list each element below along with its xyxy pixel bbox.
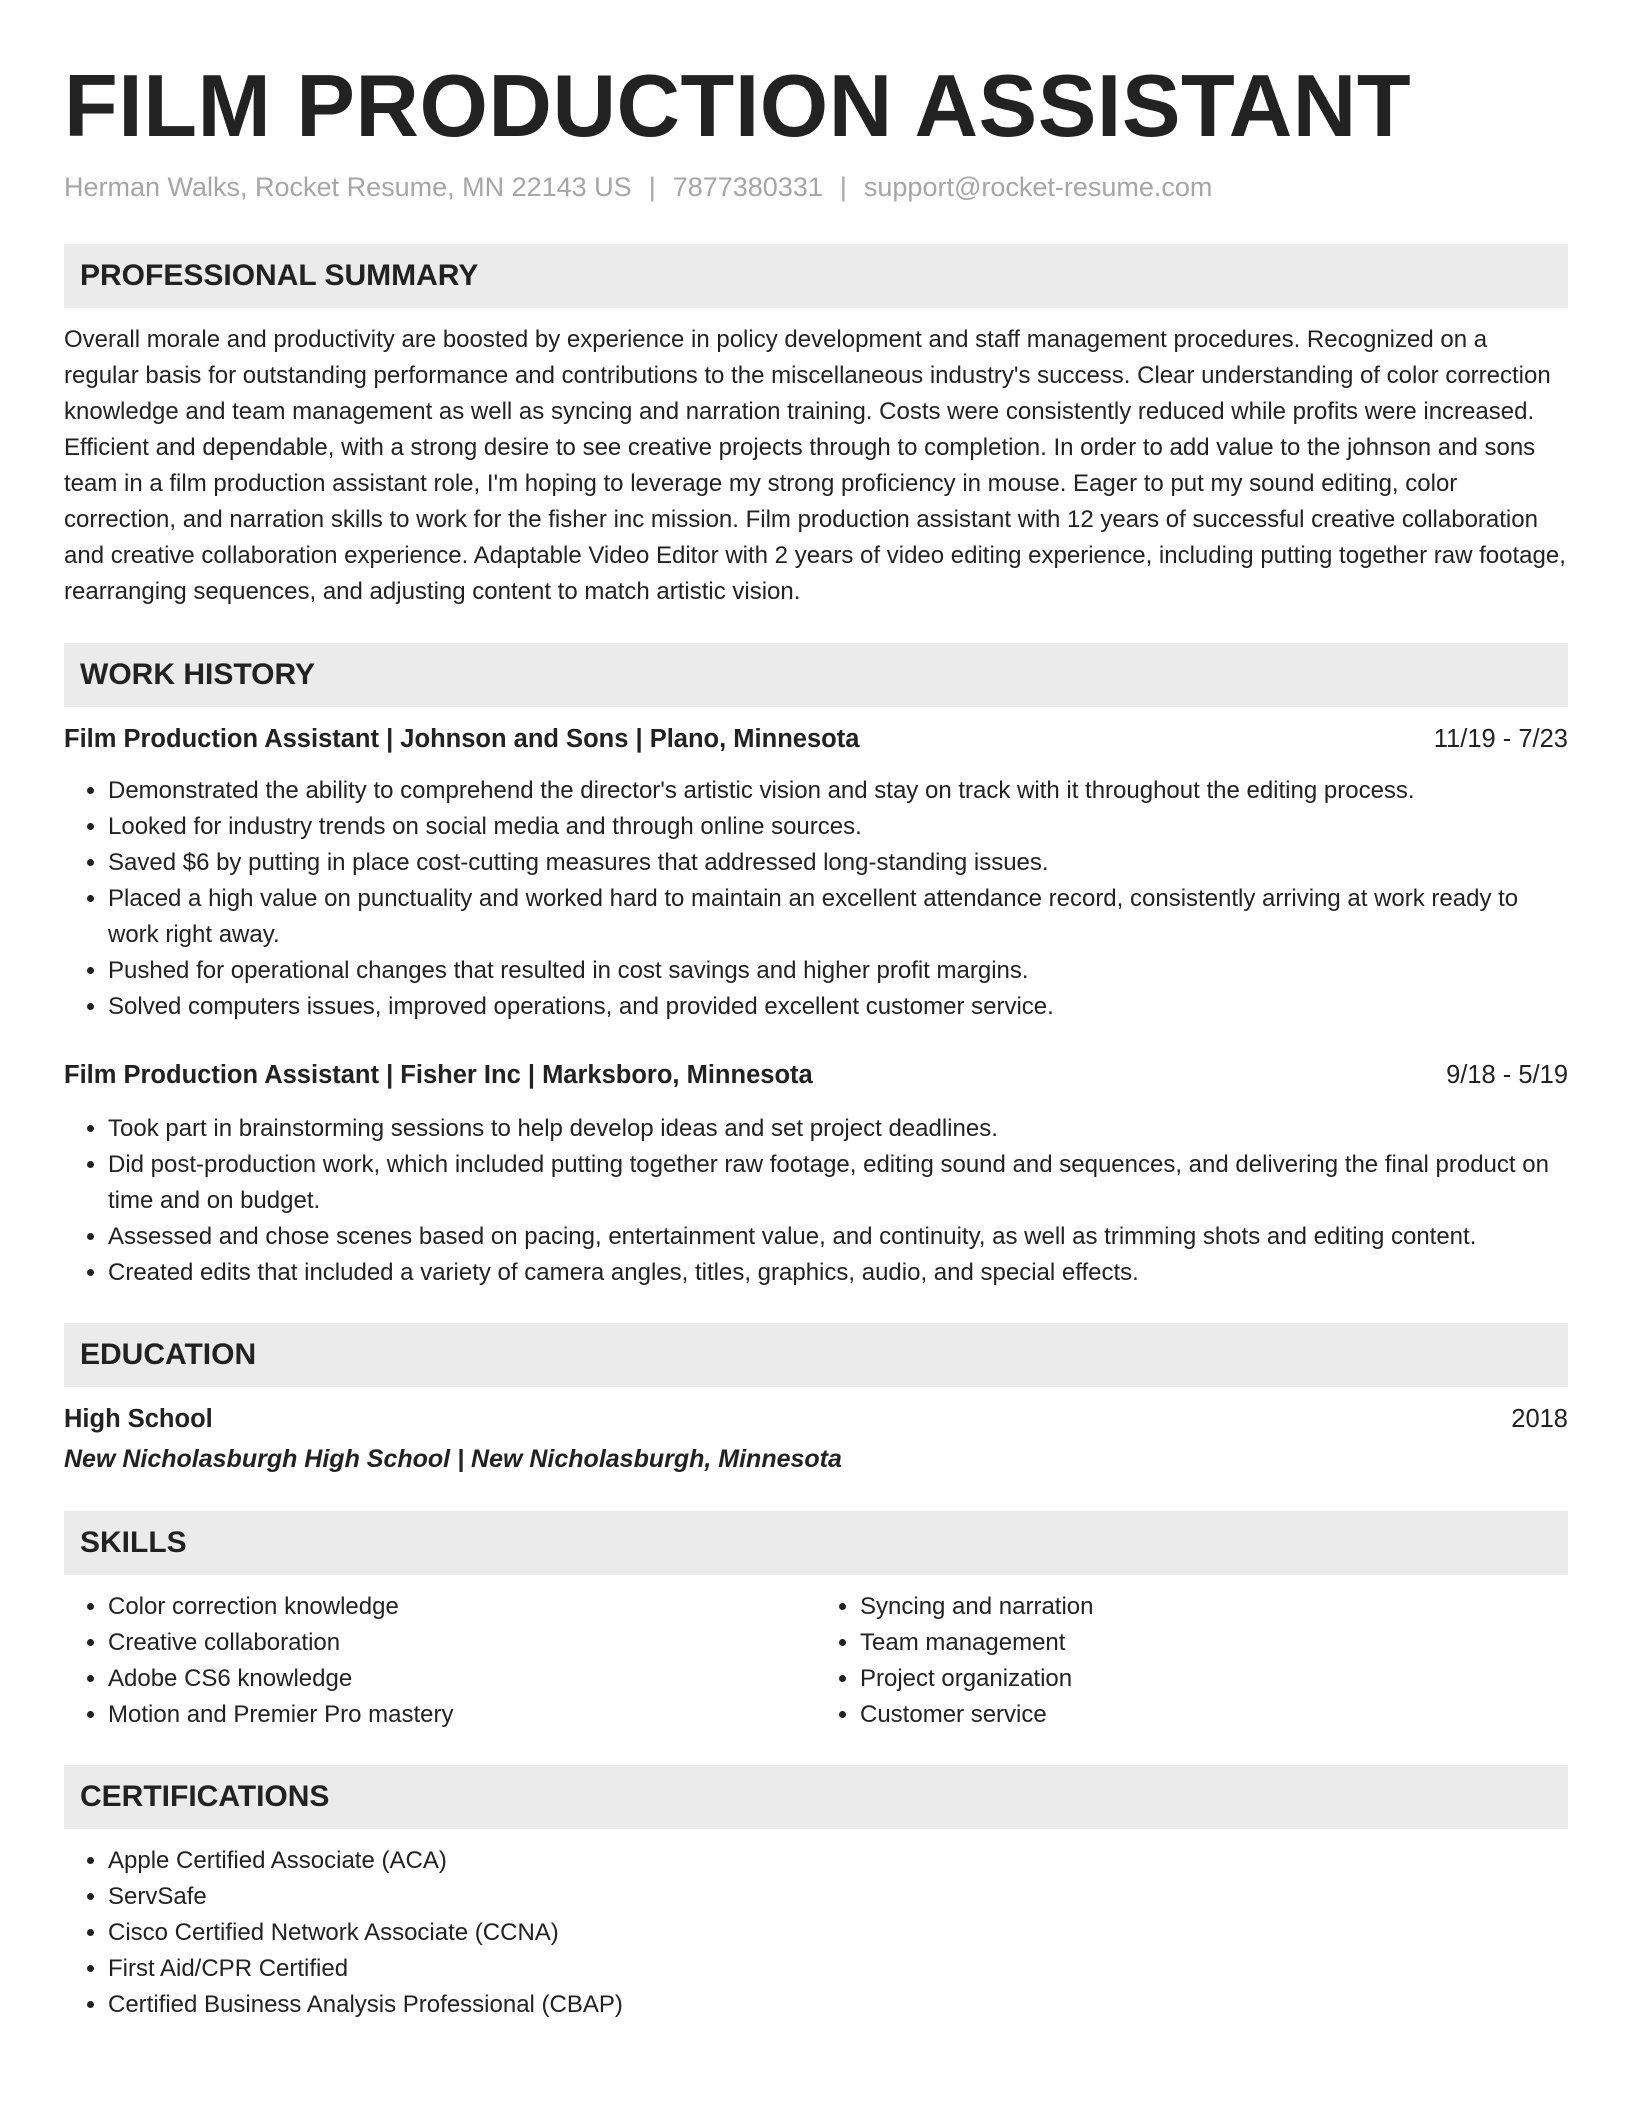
skills-column-left — [64, 1589, 816, 1733]
contact-separator: | — [648, 172, 656, 202]
job-header — [64, 1057, 1568, 1093]
skill-item: • Customer service — [860, 1697, 1568, 1733]
job-header — [64, 721, 1568, 757]
contact-email: support@rocket-resume.com — [863, 172, 1213, 202]
skill-item: • Motion and Premier Pro mastery — [108, 1697, 816, 1733]
skill-item: • Creative collaboration — [108, 1625, 816, 1661]
skill-item: • Syncing and narration — [860, 1589, 1568, 1625]
job-bullet: • Created edits that included a variety of camera angles, titles, graphics, audio, and special effects. — [108, 1255, 1568, 1291]
job-bullets — [64, 1111, 1568, 1291]
certification-item: • First Aid/CPR Certified — [108, 1951, 1568, 1987]
job-bullet: • Placed a high value on punctuality and worked hard to maintain an excellent attendance record, consistently arriving at work ready to work right away. — [108, 881, 1568, 953]
contact-phone: 7877380331 — [672, 172, 823, 202]
summary-text: Overall morale and productivity are boosted by experience in policy development and staff management procedures. Recognized on a regular basis for outstanding performance and contributions to the miscellaneous industry's success. Clear understanding of color correction knowledge and team management as well as syncing and narration training. Costs were consistently reduced while profits were increased. Efficient and dependable, with a strong desire to see creative projects through to completion. In order to add value to the johnson and sons team in a film production assistant role, I'm hoping to leverage my strong proficiency in mouse. Eager to put my sound editing, color correction, and narration skills to work for the fisher inc mission. Film production assistant with 12 years of successful creative collaboration and creative collaboration experience. Adaptable Video Editor with 2 years of video editing experience, including putting together raw footage, rearranging sequences, and adjusting content to match artistic vision. — [64, 326, 1566, 605]
contact-address: Herman Walks, Rocket Resume, MN 22143 US — [64, 172, 632, 202]
job-bullet: • Solved computers issues, improved operations, and provided excellent customer service. — [108, 989, 1568, 1025]
section-header-education: EDUCATION — [64, 1323, 1568, 1387]
education-header — [64, 1401, 1568, 1437]
skills-column-right — [816, 1589, 1568, 1733]
certification-item: • Cisco Certified Network Associate (CCNA) — [108, 1915, 1568, 1951]
job-entry — [64, 1057, 1568, 1291]
job-bullet: • Assessed and chose scenes based on pacing, entertainment value, and continuity, as well as trimming shots and editing content. — [108, 1219, 1568, 1255]
job-bullets — [64, 773, 1568, 1025]
education-school: New Nicholasburgh High School | New Nicholasburgh, Minnesota — [64, 1445, 842, 1473]
skill-item: • Project organization — [860, 1661, 1568, 1697]
section-header-work-history: WORK HISTORY — [64, 643, 1568, 707]
education-entry — [64, 1401, 1568, 1477]
job-dates: 11/19 - 7/23 — [1433, 725, 1568, 753]
resume-title: FILM PRODUCTION ASSISTANT — [64, 56, 1412, 155]
certification-item: • Certified Business Analysis Professional (CBAP) — [108, 1987, 1568, 2023]
skills-grid — [64, 1589, 1568, 1733]
job-bullet: • Looked for industry trends on social media and through online sources. — [108, 809, 1568, 845]
education-year: 2018 — [1511, 1405, 1568, 1433]
section-header-skills: SKILLS — [64, 1511, 1568, 1575]
job-bullet: • Pushed for operational changes that resulted in cost savings and higher profit margins. — [108, 953, 1568, 989]
job-dates: 9/18 - 5/19 — [1446, 1061, 1568, 1089]
education-degree: High School — [64, 1405, 213, 1433]
section-header-summary: PROFESSIONAL SUMMARY — [64, 244, 1568, 308]
certification-item: • ServSafe — [108, 1879, 1568, 1915]
job-title: Film Production Assistant | Johnson and Sons | Plano, Minnesota — [64, 725, 860, 753]
contact-line — [64, 170, 1568, 204]
job-bullet: • Took part in brainstorming sessions to help develop ideas and set project deadlines. — [108, 1111, 1568, 1147]
contact-separator: | — [839, 172, 847, 202]
job-bullet: • Demonstrated the ability to comprehend the director's artistic vision and stay on track with it throughout the editing process. — [108, 773, 1568, 809]
job-bullet: • Saved $6 by putting in place cost-cutting measures that addressed long-standing issues. — [108, 845, 1568, 881]
section-header-certifications: CERTIFICATIONS — [64, 1765, 1568, 1829]
skill-item: • Color correction knowledge — [108, 1589, 816, 1625]
certifications-list — [64, 1843, 1568, 2023]
skill-item: • Team management — [860, 1625, 1568, 1661]
job-title: Film Production Assistant | Fisher Inc | Marksboro, Minnesota — [64, 1061, 813, 1089]
job-bullet: • Did post-production work, which included putting together raw footage, editing sound and sequences, and delivering the final product on time and on budget. — [108, 1147, 1568, 1219]
skill-item: • Adobe CS6 knowledge — [108, 1661, 816, 1697]
certification-item: • Apple Certified Associate (ACA) — [108, 1843, 1568, 1879]
job-entry — [64, 721, 1568, 1025]
